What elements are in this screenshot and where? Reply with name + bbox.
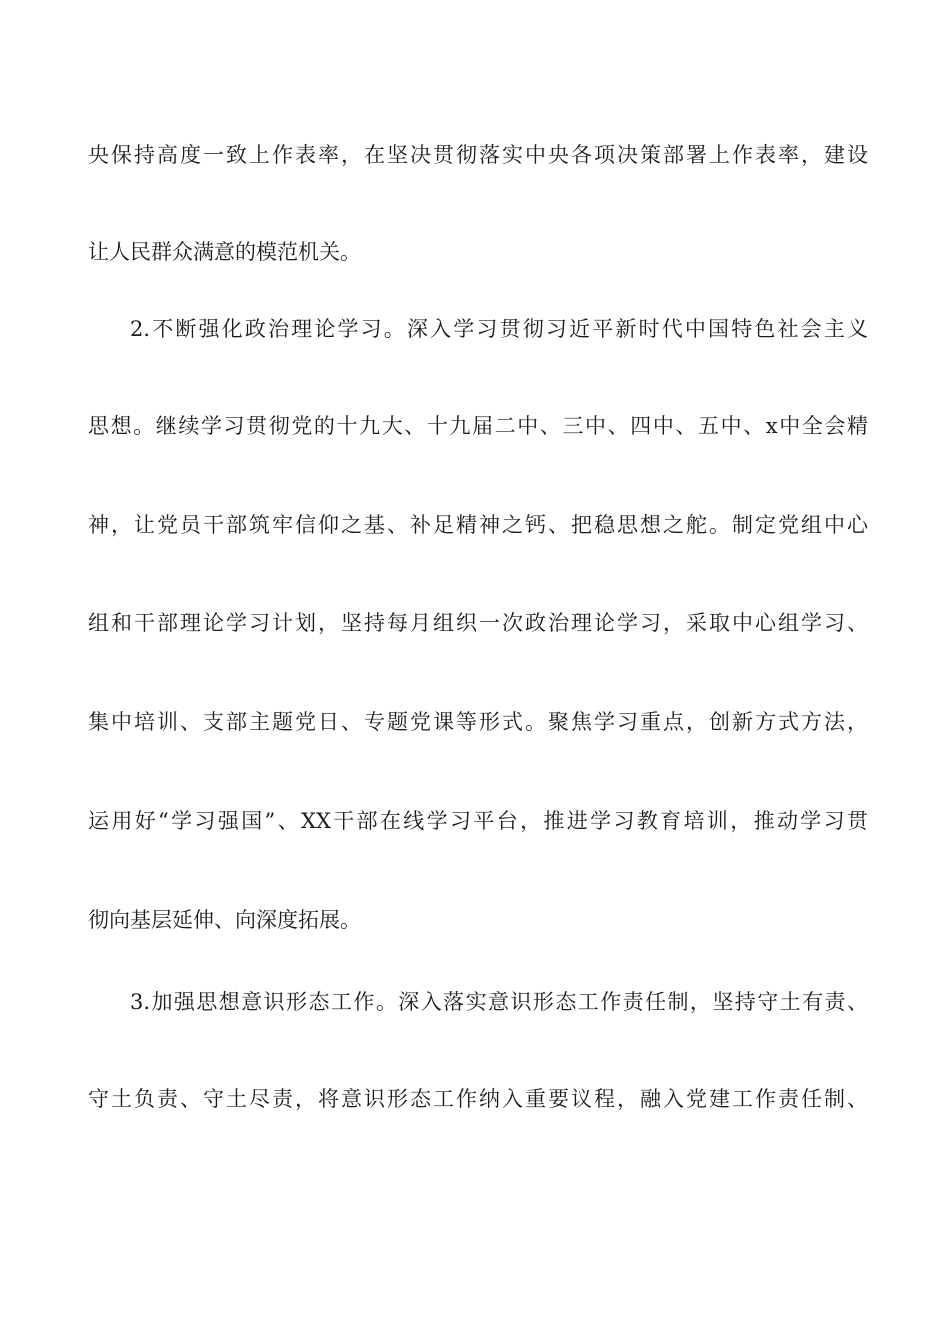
paragraph-line: 守土负责、守土尽责，将意识形态工作纳入重要议程，融入党建工作责任制、 (88, 1087, 868, 1111)
paragraph-line: 2.不断强化政治理论学习。深入学习贯彻习近平新时代中国特色社会主义 (130, 317, 868, 341)
paragraph-line: 让人民群众满意的模范机关。 (88, 240, 361, 264)
paragraph-line: 组和干部理论学习计划，坚持每月组织一次政治理论学习，采取中心组学习、 (88, 611, 868, 635)
paragraph-line: 央保持高度一致上作表率，在坚决贯彻落实中央各项决策部署上作表率，建设 (88, 143, 868, 167)
paragraph-line: 彻向基层延伸、向深度拓展。 (88, 908, 361, 932)
paragraph-line: 神，让党员干部筑牢信仰之基、补足精神之钙、把稳思想之舵。制定党组中心 (88, 513, 868, 537)
paragraph-line: 思想。继续学习贯彻党的十九大、十九届二中、三中、四中、五中、x中全会精 (88, 414, 868, 438)
paragraph-line: 运用好“学习强国”、XX干部在线学习平台，推进学习教育培训，推动学习贯 (88, 809, 868, 833)
paragraph-line: 集中培训、支部主题党日、专题党课等形式。聚焦学习重点，创新方式方法， (88, 710, 868, 734)
paragraph-line: 3.加强思想意识形态工作。深入落实意识形态工作责任制，坚持守土有责、 (130, 990, 868, 1014)
